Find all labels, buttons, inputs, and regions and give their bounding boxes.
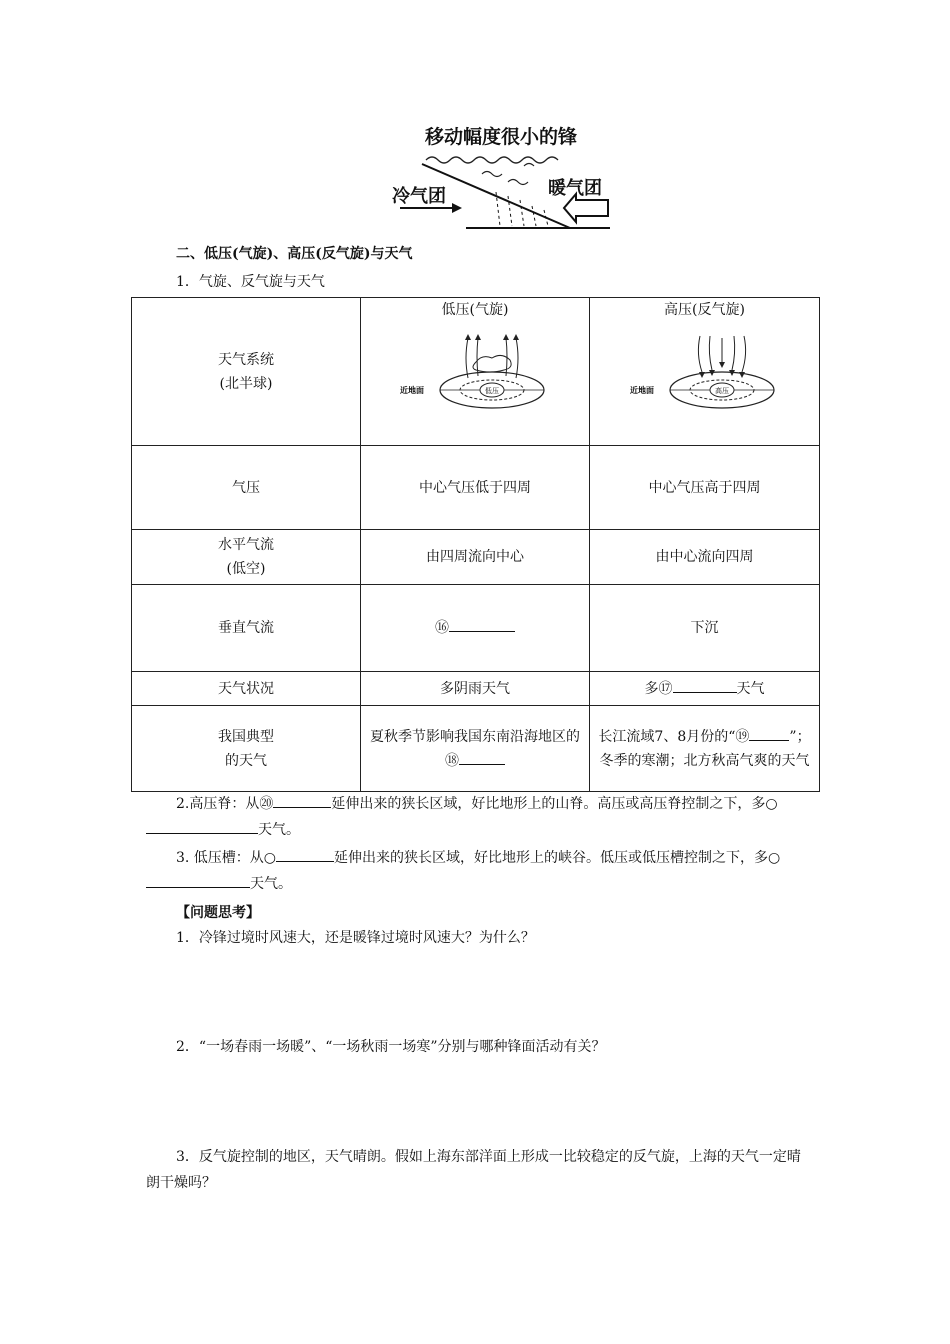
col-header-high: 高压(反气旋) [664, 302, 745, 318]
cell-vertical-high: 下沉 [590, 585, 820, 672]
trough-middle: 延伸出来的狭长区域，好比地形上的峡谷。低压或低压槽控制之下，多○ [334, 850, 781, 866]
weather-high-prefix: 多⑰ [644, 680, 673, 697]
row-label-weather: 天气状况 [132, 672, 361, 706]
answer-blank[interactable] [276, 847, 334, 862]
trough-suffix: 天气。 [250, 876, 292, 892]
table-row [132, 298, 820, 446]
table-row [132, 672, 820, 706]
ridge-suffix: 天气。 [258, 822, 300, 838]
cyclone-diagram [400, 332, 550, 412]
high-ground-label: 近地面 [629, 386, 654, 395]
row-label-system: 天气系统 (北半球) [132, 298, 361, 446]
cell-horizontal-high: 由中心流向四周 [590, 530, 820, 585]
row-label-horizontal: 水平气流 (低空) [132, 530, 361, 585]
cell-pressure-low: 中心气压低于四周 [361, 446, 590, 530]
table-row [132, 446, 820, 530]
table-row [132, 530, 820, 585]
typical-low-text: 夏秋季节影响我国东南沿海地区的⑱ [370, 728, 580, 769]
answer-blank[interactable] [673, 678, 737, 693]
answer-blank[interactable] [146, 873, 250, 888]
blank-marker-16: ⑯ [435, 620, 449, 636]
ridge-middle: 延伸出来的狭长区域，好比地形上的山脊。高压或高压脊控制之下，多○ [331, 796, 778, 812]
row-label-vertical: 垂直气流 [132, 585, 361, 672]
cell-high-diagram [590, 298, 820, 446]
cold-air-label: 冷气团 [392, 186, 446, 207]
typical-high-part1: 长江流域7、8月份的“⑲ [598, 728, 750, 745]
low-center-label: 低压 [485, 388, 499, 395]
cell-typical-high [590, 706, 820, 792]
front-figure [386, 122, 616, 234]
typical-high-part2: ”；冬季的寒潮；北方秋高气爽的天气 [599, 728, 811, 769]
col-header-low: 低压(气旋) [441, 302, 509, 318]
low-ground-label: 近地面 [400, 386, 424, 395]
table-row [132, 585, 820, 672]
anticyclone-diagram [630, 332, 780, 412]
section-heading: 二、低压(气旋)、高压(反气旋)与天气 [176, 246, 413, 262]
row-label-pressure: 气压 [132, 446, 361, 530]
answer-blank[interactable] [459, 750, 505, 765]
warm-air-label: 暖气团 [548, 178, 602, 199]
high-center-label: 高压 [714, 388, 729, 395]
questions-heading: 【问题思考】 [176, 905, 260, 921]
answer-blank[interactable] [273, 793, 331, 808]
paragraph-trough [146, 845, 812, 897]
question-3: 3．反气旋控制的地区，天气晴朗。假如上海东部洋面上形成一比较稳定的反气旋，上海的天气一定晴朗干燥吗？ [146, 1149, 801, 1191]
cell-typical-low [361, 706, 590, 792]
ridge-prefix: 2.高压脊：从⑳ [176, 796, 274, 812]
paragraph-ridge [146, 791, 812, 843]
answer-blank[interactable] [146, 819, 258, 834]
row-label-typical: 我国典型 的天气 [132, 706, 361, 792]
trough-prefix: 3. 低压槽：从○ [176, 850, 277, 866]
cell-vertical-low [361, 585, 590, 672]
subsection-heading: 1．气旋、反气旋与天气 [176, 274, 325, 290]
answer-blank[interactable] [449, 617, 515, 632]
cell-low-diagram [361, 298, 590, 446]
question-1: 1．冷锋过境时风速大，还是暖锋过境时风速大？为什么？ [176, 930, 535, 946]
table-row [132, 706, 820, 792]
weather-high-suffix: 天气 [736, 680, 765, 697]
question-2: 2．“一场春雨一场暖”、“一场秋雨一场寒”分别与哪种锋面活动有关？ [176, 1039, 606, 1055]
cell-pressure-high: 中心气压高于四周 [590, 446, 820, 530]
cell-horizontal-low: 由四周流向中心 [361, 530, 590, 585]
answer-blank[interactable] [749, 726, 789, 741]
figure-title: 移动幅度很小的锋 [424, 126, 577, 148]
cyclone-table [131, 297, 820, 792]
cell-weather-high [590, 672, 820, 706]
cell-weather-low: 多阴雨天气 [361, 672, 590, 706]
